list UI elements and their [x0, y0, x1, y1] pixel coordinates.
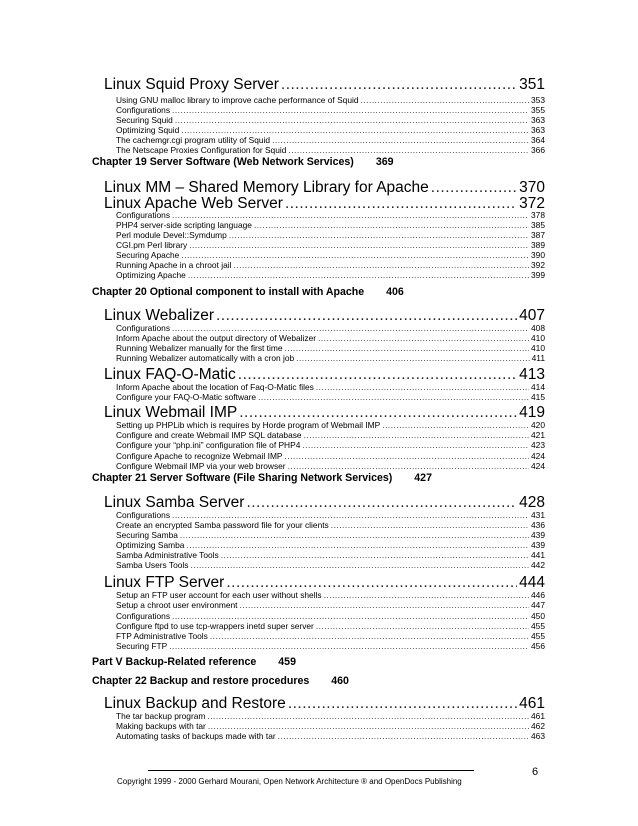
- toc-entry-title: Configurations: [116, 510, 171, 520]
- toc-entry-page: 411: [531, 353, 545, 363]
- dot-leader: [172, 105, 529, 115]
- toc-item-entry: [116, 250, 545, 260]
- copyright-notice: Copyright 1999 - 2000 Gerhard Mourani, Open Network Architecture ® and OpenDocs Publishing: [117, 777, 462, 786]
- dot-leader: [172, 611, 529, 621]
- toc-entry-page: 459: [278, 656, 296, 668]
- toc-entry-title: Securing FTP: [116, 641, 168, 651]
- toc-entry-page: 390: [531, 250, 545, 260]
- toc-item-entry: [116, 95, 545, 105]
- toc-item-entry: [116, 611, 545, 621]
- toc-entry-title: Configurations: [116, 105, 171, 115]
- toc-entry-page: 363: [531, 125, 545, 135]
- toc-entry-title: Configurations: [116, 611, 171, 621]
- toc-entry-page: 410: [531, 343, 545, 353]
- dot-leader: [240, 600, 530, 610]
- toc-entry-page: 355: [531, 105, 545, 115]
- footer-rule: [148, 770, 474, 771]
- toc-entry-page: 460: [331, 675, 349, 687]
- dot-leader: [254, 220, 529, 230]
- toc-entry-page: 387: [531, 230, 545, 240]
- toc-entry-page: 399: [531, 270, 545, 280]
- toc-entry-title: Linux FAQ-O-Matic: [104, 366, 236, 383]
- toc-entry-title: Setup a chroot user environment: [116, 600, 238, 610]
- toc-entry-page: 461: [519, 695, 545, 712]
- toc-item-entry: [116, 260, 545, 270]
- toc-entry-page: 378: [531, 210, 545, 220]
- toc-entry-title: Automating tasks of backups made with tar: [116, 731, 276, 741]
- dot-leader: [296, 353, 530, 363]
- toc-entry-page: 450: [531, 611, 545, 621]
- toc-entry-page: 410: [531, 333, 545, 343]
- toc-entry-page: 446: [531, 590, 545, 600]
- dot-leader: [172, 510, 529, 520]
- toc-entry-title: Configure your “php.ini” configuration file of PHP4: [116, 440, 301, 450]
- toc-entry-title: Configure your FAQ-O-Matic software: [116, 392, 257, 402]
- toc-item-entry: [116, 343, 545, 353]
- toc-entry-title: Linux Samba Server: [104, 494, 245, 511]
- toc-entry-page: 439: [531, 540, 545, 550]
- dot-leader: [180, 530, 529, 540]
- dot-leader: [172, 323, 529, 333]
- toc-entry-title: The cachemgr.cgi program utility of Squid: [116, 135, 271, 145]
- dot-leader: [316, 382, 529, 392]
- dot-leader: [316, 621, 529, 631]
- toc-entry-title: Running Apache in a chroot jail: [116, 260, 232, 270]
- toc-entry-title: Linux Backup and Restore: [104, 695, 286, 712]
- toc-item-entry: [116, 721, 545, 731]
- toc-item-entry: [116, 451, 545, 461]
- toc-item-entry: [116, 333, 545, 343]
- toc-entry-page: 424: [531, 451, 545, 461]
- toc-entry-page: 385: [531, 220, 545, 230]
- toc-entry-page: 372: [519, 195, 545, 212]
- dot-leader: [172, 210, 529, 220]
- toc-entry-title: Chapter 22 Backup and restore procedures: [92, 675, 310, 687]
- toc-entry-page: 351: [519, 76, 545, 93]
- toc-entry-page: 389: [531, 240, 545, 250]
- toc-item-entry: [116, 461, 545, 471]
- dot-leader: [190, 560, 529, 570]
- toc-entry-title: Securing Samba: [116, 530, 178, 540]
- toc-item-entry: [116, 530, 545, 540]
- dot-leader: [302, 440, 529, 450]
- toc-entry-page: 461: [531, 711, 545, 721]
- toc-entry-page: 436: [531, 520, 545, 530]
- toc-entry-title: Configure ftpd to use tcp-wrappers inetd super server: [116, 621, 314, 631]
- toc-item-entry: [116, 115, 545, 125]
- toc-entry-page: 427: [414, 472, 432, 484]
- dot-leader: [318, 333, 529, 343]
- toc-entry-title: Running Webalizer manually for the first time: [116, 343, 283, 353]
- toc-entry-title: FTP Administrative Tools: [116, 631, 208, 641]
- toc-item-entry: [116, 731, 545, 741]
- toc-entry-page: 455: [531, 621, 545, 631]
- toc-item-entry: [116, 382, 545, 392]
- toc-entry-page: 419: [519, 404, 545, 421]
- toc-chapter-heading: [92, 656, 296, 670]
- toc-entry-title: Optimizing Squid: [116, 125, 180, 135]
- toc-entry-title: Configure Webmail IMP via your web browser: [116, 461, 286, 471]
- toc-entry-page: 369: [375, 156, 394, 168]
- toc-section-entry: [104, 76, 545, 96]
- toc-entry-title: PHP4 server-side scripting language: [116, 220, 252, 230]
- toc-item-entry: [116, 641, 545, 651]
- dot-leader: [208, 721, 529, 731]
- toc-entry-page: 353: [531, 95, 545, 105]
- toc-entry-title: Chapter 21 Server Software (File Sharing Network Services): [92, 472, 393, 484]
- dot-leader: [189, 240, 529, 250]
- toc-entry-page: 366: [531, 145, 545, 155]
- toc-entry-title: The tar backup program: [116, 711, 206, 721]
- toc-chapter-heading: [92, 675, 349, 689]
- toc-entry-page: 420: [531, 420, 545, 430]
- toc-entry-title: Linux Webmail IMP: [104, 404, 238, 421]
- toc-item-entry: [116, 270, 545, 280]
- dot-leader: [188, 270, 529, 280]
- dot-leader: [169, 641, 529, 651]
- toc-entry-title: Samba Users Tools: [116, 560, 189, 570]
- toc-entry-title: Linux Apache Web Server: [104, 195, 283, 212]
- toc-chapter-heading: [92, 286, 404, 300]
- dot-leader: [229, 230, 529, 240]
- toc-item-entry: [116, 125, 545, 135]
- toc-entry-page: 407: [519, 307, 545, 324]
- toc-entry-page: 392: [531, 260, 545, 270]
- toc-entry-page: 370: [519, 179, 545, 196]
- toc-entry-page: 406: [386, 286, 404, 298]
- toc-entry-title: Part V Backup-Related reference: [92, 656, 257, 668]
- toc-entry-title: Running Webalizer automatically with a cron job: [116, 353, 295, 363]
- dot-leader: [221, 550, 529, 560]
- toc-entry-page: 415: [531, 392, 545, 402]
- toc-entry-title: Linux Webalizer: [104, 307, 214, 324]
- toc-item-entry: [116, 392, 545, 402]
- toc-entry-title: Linux FTP Server: [104, 574, 225, 591]
- toc-entry-page: 456: [531, 641, 545, 651]
- dot-leader: [258, 392, 529, 402]
- dot-leader: [272, 135, 529, 145]
- toc-entry-title: Linux MM – Shared Memory Library for Apache: [104, 179, 429, 196]
- page-number: 6: [532, 766, 539, 778]
- toc-entry-page: 423: [531, 440, 545, 450]
- toc-entry-title: Making backups with tar: [116, 721, 206, 731]
- toc-item-entry: [116, 220, 545, 230]
- toc-entry-page: 424: [531, 461, 545, 471]
- dot-leader: [278, 731, 529, 741]
- toc-item-entry: [116, 420, 545, 430]
- toc-entry-page: 463: [531, 731, 545, 741]
- toc-item-entry: [116, 631, 545, 641]
- toc-item-entry: [116, 711, 545, 721]
- dot-leader: [285, 343, 530, 353]
- toc-entry-title: Linux Squid Proxy Server: [104, 76, 279, 93]
- toc-entry-page: 439: [531, 530, 545, 540]
- dot-leader: [288, 461, 529, 471]
- dot-leader: [233, 260, 529, 270]
- toc-entry-title: Samba Administrative Tools: [116, 550, 219, 560]
- toc-entry-page: 442: [531, 560, 545, 570]
- toc-entry-page: 441: [531, 550, 545, 560]
- dot-leader: [361, 95, 530, 105]
- dot-leader: [304, 430, 529, 440]
- toc-item-entry: [116, 105, 545, 115]
- toc-item-entry: [116, 430, 545, 440]
- dot-leader: [281, 76, 517, 94]
- toc-entry-page: 462: [531, 721, 545, 731]
- dot-leader: [181, 250, 529, 260]
- toc-entry-title: Setting up PHPLib which is requires by Horde program of Webmail IMP: [116, 420, 381, 430]
- toc-item-entry: [116, 230, 545, 240]
- dot-leader: [210, 631, 529, 641]
- toc-item-entry: [116, 621, 545, 631]
- toc-item-entry: [116, 540, 545, 550]
- toc-entry-title: The Netscape Proxies Configuration for Squid: [116, 145, 287, 155]
- toc-entry-page: 455: [531, 631, 545, 641]
- toc-entry-title: Configurations: [116, 323, 171, 333]
- toc-item-entry: [116, 520, 545, 530]
- toc-entry-page: 444: [519, 574, 545, 591]
- toc-entry-title: Create an encrypted Samba password file for your clients: [116, 520, 329, 530]
- toc-item-entry: [116, 510, 545, 520]
- toc-entry-page: 447: [531, 600, 545, 610]
- toc-item-entry: [116, 590, 545, 600]
- toc-item-entry: [116, 440, 545, 450]
- toc-item-entry: [116, 240, 545, 250]
- dot-leader: [207, 711, 529, 721]
- dot-leader: [288, 145, 529, 155]
- toc-entry-page: 414: [531, 382, 545, 392]
- toc-entry-title: Setup an FTP user account for each user without shells: [116, 590, 322, 600]
- toc-entry-page: 431: [531, 510, 545, 520]
- toc-entry-page: 408: [531, 323, 545, 333]
- toc-entry-title: Inform Apache about the output directory of Webalizer: [116, 333, 317, 343]
- toc-entry-title: Chapter 20 Optional component to install with Apache: [92, 286, 365, 298]
- toc-entry-title: Perl module Devel::Symdump: [116, 230, 227, 240]
- toc-entry-title: Securing Squid: [116, 115, 173, 125]
- toc-item-entry: [116, 323, 545, 333]
- dot-leader: [186, 540, 529, 550]
- toc-entry-title: Chapter 19 Server Software (Web Network Services): [92, 156, 354, 168]
- dot-leader: [331, 520, 529, 530]
- toc-item-entry: [116, 600, 545, 610]
- dot-leader: [285, 451, 530, 461]
- toc-chapter-heading: [92, 156, 394, 170]
- toc-entry-title: Configurations: [116, 210, 171, 220]
- toc-entry-page: 364: [531, 135, 545, 145]
- dot-leader: [324, 590, 529, 600]
- toc-entry-title: CGI.pm Perl library: [116, 240, 188, 250]
- toc-chapter-heading: [92, 472, 432, 486]
- toc-entry-title: Optimizing Apache: [116, 270, 186, 280]
- dot-leader: [382, 420, 529, 430]
- toc-item-entry: [116, 353, 545, 363]
- toc-entry-title: Securing Apache: [116, 250, 180, 260]
- toc-item-entry: [116, 550, 545, 560]
- toc-entry-title: Configure and create Webmail IMP SQL database: [116, 430, 302, 440]
- toc-item-entry: [116, 145, 545, 155]
- dot-leader: [175, 115, 529, 125]
- toc-entry-page: 363: [531, 115, 545, 125]
- toc-entry-title: Using GNU malloc library to improve cache performance of Squid: [116, 95, 359, 105]
- toc-entry-page: 413: [519, 366, 545, 383]
- toc-entry-title: Inform Apache about the location of Faq-O-Matic files: [116, 382, 314, 392]
- dot-leader: [181, 125, 529, 135]
- toc-entry-page: 428: [519, 494, 545, 511]
- toc-item-entry: [116, 210, 545, 220]
- toc-entry-page: 421: [531, 430, 545, 440]
- toc-entry-title: Optimizing Samba: [116, 540, 185, 550]
- toc-item-entry: [116, 560, 545, 570]
- toc-item-entry: [116, 135, 545, 145]
- toc-entry-title: Configure Apache to recognize Webmail IMP: [116, 451, 283, 461]
